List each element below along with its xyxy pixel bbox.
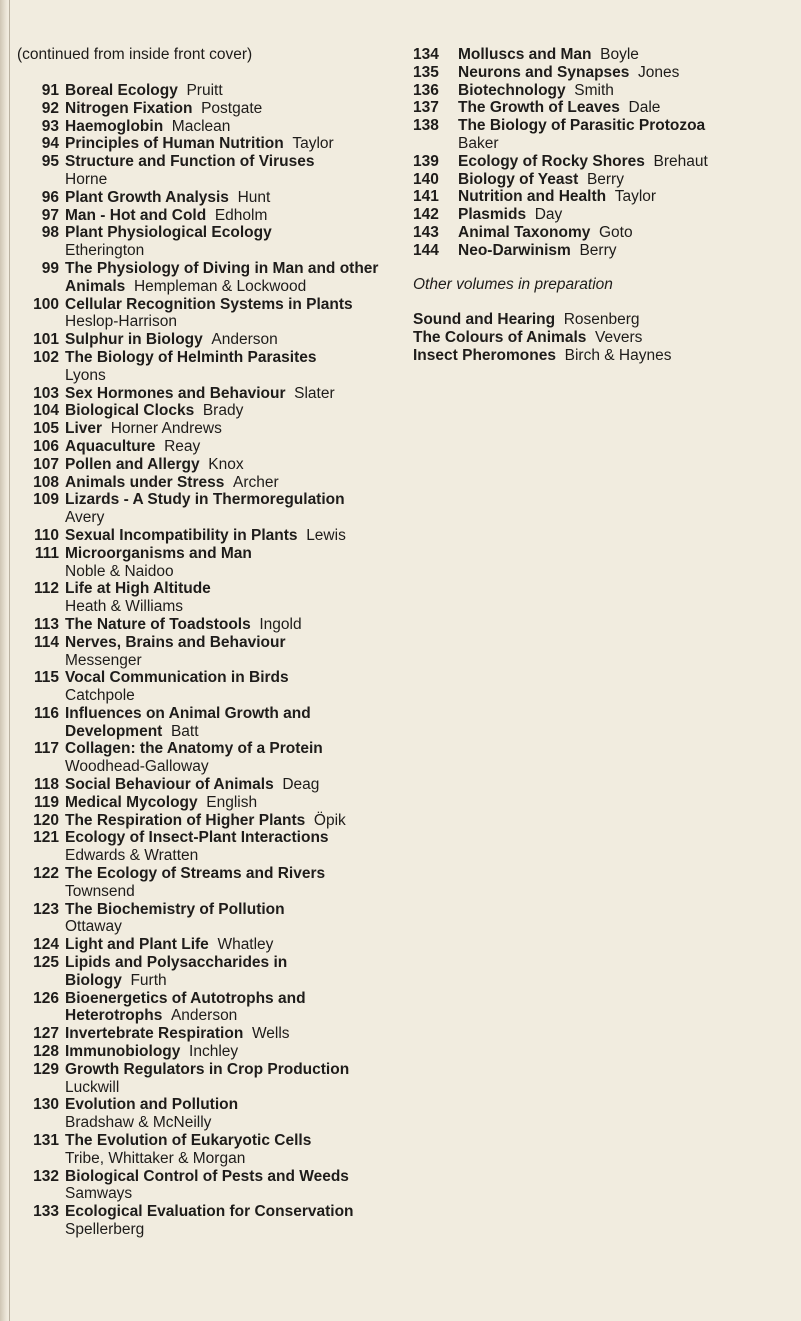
volume-author: Anderson [211, 331, 278, 349]
volume-author: Lyons [65, 366, 106, 384]
page-edge-line [9, 0, 10, 1321]
list-item [21, 385, 401, 403]
list-item [21, 260, 401, 296]
volume-number: 126 [33, 989, 59, 1007]
volume-number: 138 [413, 117, 439, 135]
volume-author: Hunt [237, 188, 271, 206]
volume-author: Boyle [600, 46, 639, 63]
list-item [413, 99, 798, 117]
list-item [21, 224, 401, 260]
list-item [413, 188, 798, 206]
volume-author: Taylor [292, 135, 334, 153]
volume-number: 95 [41, 153, 59, 171]
volume-author: Day [534, 206, 563, 224]
list-item [21, 189, 401, 207]
volume-title: Growth Regulators in Crop Production [65, 1060, 350, 1078]
volume-author: Goto [598, 223, 633, 241]
list-item [21, 545, 401, 581]
volume-author: Whatley [217, 936, 274, 954]
volume-author: Wells [251, 1025, 290, 1043]
list-item [21, 1043, 401, 1061]
volume-title: Animal Taxonomy [458, 223, 591, 241]
volume-number: 117 [33, 740, 59, 758]
volume-number: 94 [41, 135, 59, 153]
page-spine-shadow [0, 0, 8, 1321]
volume-author: Bradshaw & McNeilly [65, 1114, 212, 1132]
volume-title: Liver [65, 420, 103, 438]
list-item [413, 82, 798, 100]
preparation-author: Vevers [595, 329, 643, 347]
list-item [21, 954, 401, 990]
volume-number: 97 [41, 206, 59, 224]
list-item [21, 296, 401, 332]
volume-author: Tribe, Whittaker & Morgan [65, 1149, 246, 1167]
volume-title: Principles of Human Nutrition [65, 135, 284, 153]
volume-number: 91 [41, 82, 59, 99]
volume-title: Cellular Recognition Systems in Plants [65, 295, 353, 313]
volume-author: Pruitt [186, 82, 223, 99]
volume-number: 125 [33, 954, 59, 972]
volume-number: 132 [33, 1167, 59, 1185]
volume-author: Heath & Williams [65, 598, 183, 616]
volume-title: Evolution and Pollution [65, 1096, 239, 1114]
volume-number: 129 [33, 1060, 59, 1078]
volume-title: Medical Mycology [65, 793, 198, 811]
list-item [21, 829, 401, 865]
list-item [413, 242, 798, 260]
list-item [21, 580, 401, 616]
list-item [21, 812, 401, 830]
volume-number: 112 [33, 580, 59, 598]
list-item [21, 153, 401, 189]
volume-title: The Ecology of Streams and Rivers [65, 865, 326, 883]
volume-author: Archer [232, 473, 279, 491]
volume-author: Dale [628, 99, 661, 117]
volume-number: 120 [33, 811, 59, 829]
volume-author: Woodhead-Galloway [65, 758, 209, 776]
volume-title: The Biology of Parasitic Protozoa [458, 117, 706, 135]
volume-number: 122 [33, 865, 59, 883]
list-item [21, 794, 401, 812]
volume-author: Edholm [214, 206, 268, 224]
volume-title: Collagen: the Anatomy of a Protein [65, 740, 323, 758]
list-item [21, 740, 401, 776]
volume-title: Aquaculture [65, 437, 156, 455]
volume-number: 113 [33, 615, 59, 633]
volume-author: Hempleman & Lockwood [133, 277, 307, 295]
volume-title: Microorganisms and Man [65, 544, 252, 562]
volume-title: The Biology of Helminth Parasites [65, 348, 317, 366]
volume-title: The Biochemistry of Pollution [65, 900, 285, 918]
volume-title: The Nature of Toadstools [65, 615, 251, 633]
volume-number: 134 [413, 46, 439, 63]
list-item [21, 705, 401, 741]
preparation-title: The Colours of Animals [413, 329, 587, 347]
volume-number: 119 [33, 793, 59, 811]
volume-author: Brady [202, 402, 244, 420]
list-item [21, 420, 401, 438]
volume-title: Nerves, Brains and Behaviour [65, 633, 286, 651]
volume-title: Biology of Yeast [458, 170, 579, 188]
volume-author: Baker [458, 134, 499, 152]
volume-title: Sulphur in Biology [65, 331, 203, 349]
volume-title: Structure and Function of Viruses [65, 153, 315, 171]
volume-number: 107 [33, 455, 59, 473]
volume-title: The Respiration of Higher Plants [65, 811, 306, 829]
volume-number: 114 [33, 633, 59, 651]
volume-number: 139 [413, 152, 439, 170]
volume-number: 106 [33, 437, 59, 455]
volume-title: Ecology of Rocky Shores [458, 152, 645, 170]
list-item [413, 117, 798, 153]
list-item [21, 1132, 401, 1168]
volume-author: Avery [65, 509, 105, 527]
volume-number: 128 [33, 1043, 59, 1061]
volume-author: Smith [574, 81, 614, 99]
list-item [21, 118, 401, 136]
volume-number: 130 [33, 1096, 59, 1114]
volume-author: Taylor [614, 188, 657, 206]
list-item [413, 46, 798, 64]
volume-author: Horne [65, 170, 108, 188]
volume-number: 115 [33, 669, 59, 687]
volume-title: Nitrogen Fixation [65, 99, 193, 117]
volume-author: Etherington [65, 242, 145, 260]
volume-title: Molluscs and Man [458, 46, 592, 63]
list-item [21, 1203, 401, 1239]
volume-number: 121 [33, 829, 59, 847]
volume-title: Life at High Altitude [65, 580, 211, 598]
volume-title: Man - Hot and Cold [65, 206, 207, 224]
list-item [21, 1025, 401, 1043]
volume-number: 124 [33, 936, 59, 954]
volume-author: Berry [586, 170, 624, 188]
volume-author: Batt [170, 722, 199, 740]
volume-number: 127 [33, 1025, 59, 1043]
preparation-item [413, 311, 798, 329]
list-item [21, 331, 401, 349]
list-item [21, 82, 401, 100]
right-column [413, 46, 798, 365]
volume-number: 93 [41, 117, 59, 135]
volume-title: Immunobiology [65, 1043, 181, 1061]
list-item [21, 901, 401, 937]
volume-title: Biological Control of Pests and Weeds [65, 1167, 349, 1185]
list-item [21, 100, 401, 118]
volume-title: Biotechnology [458, 81, 566, 99]
preparation-author: Birch & Haynes [564, 346, 672, 364]
volume-author: English [206, 793, 258, 811]
volume-number: 136 [413, 81, 439, 99]
volume-title: Vocal Communication in Birds [65, 669, 289, 687]
volume-title: Light and Plant Life [65, 936, 209, 954]
list-item [21, 936, 401, 954]
volume-number: 108 [33, 473, 59, 491]
volume-author: Catchpole [65, 687, 135, 705]
volume-number: 102 [33, 348, 59, 366]
list-item [21, 456, 401, 474]
volume-number: 109 [33, 491, 59, 509]
volume-author: Postgate [201, 99, 263, 117]
volume-number: 140 [413, 170, 439, 188]
volume-title: Plant Physiological Ecology [65, 224, 272, 242]
list-item [21, 616, 401, 634]
preparation-title: Insect Pheromones [413, 346, 556, 364]
list-item [21, 669, 401, 705]
volume-number: 92 [41, 99, 59, 117]
volume-number: 142 [413, 206, 439, 224]
volume-author: Lewis [306, 526, 346, 544]
list-item [21, 491, 401, 527]
volume-title: Neurons and Synapses [458, 63, 630, 81]
volume-number: 133 [33, 1203, 59, 1221]
list-item [21, 990, 401, 1026]
volume-author: Anderson [170, 1007, 238, 1025]
list-item [21, 349, 401, 385]
volume-number: 137 [413, 99, 439, 117]
volume-author: Furth [130, 971, 167, 989]
preparation-item [413, 329, 798, 347]
list-item [21, 1061, 401, 1097]
volume-title: Pollen and Allergy [65, 455, 200, 473]
volume-author: Knox [208, 455, 244, 473]
volume-number: 111 [34, 544, 59, 562]
volume-author: Samways [65, 1185, 133, 1203]
left-column [17, 46, 401, 1239]
volume-author: Ottaway [65, 918, 122, 936]
volume-title: Nutrition and Health [458, 188, 607, 206]
volume-number: 123 [33, 900, 59, 918]
volume-title: The Evolution of Eukaryotic Cells [65, 1132, 312, 1150]
list-item [21, 1096, 401, 1132]
volume-number: 98 [41, 224, 59, 242]
volume-title: Boreal Ecology [65, 82, 178, 99]
continued-header: (continued from inside front cover) [17, 46, 253, 63]
list-item [413, 171, 798, 189]
volume-number: 101 [33, 331, 59, 349]
list-item [21, 1168, 401, 1204]
volume-number: 135 [413, 63, 439, 81]
volume-title: The Growth of Leaves [458, 99, 620, 117]
volume-title: Influences on Animal Growth and Development [65, 704, 311, 740]
volume-author: Öpik [313, 811, 346, 829]
list-item [21, 474, 401, 492]
volume-author: Noble & Naidoo [65, 562, 174, 580]
volume-author: Reay [164, 437, 201, 455]
volume-number: 103 [33, 384, 59, 402]
volume-author: Luckwill [65, 1078, 120, 1096]
list-item [413, 153, 798, 171]
volume-author: Spellerberg [65, 1221, 145, 1238]
volume-number: 141 [413, 188, 439, 206]
volume-title: Ecological Evaluation for Conservation [65, 1203, 354, 1221]
volume-number: 143 [413, 223, 439, 241]
list-item [21, 135, 401, 153]
volume-author: Heslop-Harrison [65, 313, 177, 331]
volume-author: Jones [638, 63, 680, 81]
volume-number: 100 [33, 295, 59, 313]
volume-title: Animals under Stress [65, 473, 225, 491]
list-item [21, 402, 401, 420]
volume-title: Biological Clocks [65, 402, 195, 420]
list-item [413, 224, 798, 242]
volume-number: 116 [33, 704, 59, 722]
volume-title: Plant Growth Analysis [65, 188, 229, 206]
header-gap [21, 64, 401, 82]
volume-author: Berry [579, 241, 617, 259]
volume-author: Messenger [65, 651, 142, 669]
volume-number: 96 [41, 188, 59, 206]
volume-title: Plasmids [458, 206, 527, 224]
volume-title: Invertebrate Respiration [65, 1025, 244, 1043]
volume-title: Social Behaviour of Animals [65, 776, 274, 794]
volume-author: Slater [294, 384, 335, 402]
list-item [21, 527, 401, 545]
list-item [21, 634, 401, 670]
volume-author: Maclean [171, 117, 231, 135]
volume-title: Lizards - A Study in Thermoregulation [65, 491, 345, 509]
volume-number: 118 [33, 776, 59, 794]
preparation-title: Sound and Hearing [413, 311, 556, 329]
list-item [413, 206, 798, 224]
volume-title: Neo-Darwinism [458, 241, 571, 259]
volume-author: Deag [282, 776, 320, 794]
volume-author: Ingold [259, 615, 302, 633]
volume-author: Inchley [189, 1043, 239, 1061]
list-item [413, 64, 798, 82]
volume-title: Bioenergetics of Autotrophs and Heterotrophs [65, 989, 306, 1025]
list-item [21, 207, 401, 225]
volume-title: The Physiology of Diving in Man and other Animals [65, 259, 379, 295]
preparation-author: Rosenberg [563, 311, 640, 329]
volume-number: 144 [413, 241, 439, 259]
volume-author: Brehaut [653, 152, 708, 170]
volume-title: Ecology of Insect-Plant Interactions [65, 829, 329, 847]
volume-title: Lipids and Polysaccharides in Biology [65, 954, 288, 989]
volume-title: Sexual Incompatibility in Plants [65, 526, 298, 544]
volume-title: Sex Hormones and Behaviour [65, 384, 286, 402]
volume-number: 105 [33, 420, 59, 438]
volume-number: 104 [33, 402, 59, 420]
list-item [21, 438, 401, 456]
volume-number: 131 [33, 1132, 59, 1150]
volume-number: 99 [41, 259, 59, 277]
list-item [21, 865, 401, 901]
list-item [21, 776, 401, 794]
other-volumes-heading: Other volumes in preparation [413, 275, 613, 293]
volume-author: Townsend [65, 882, 135, 900]
preparation-item [413, 347, 798, 365]
volume-author: Edwards & Wratten [65, 847, 199, 865]
volume-number: 110 [33, 526, 59, 544]
volume-title: Haemoglobin [65, 117, 164, 135]
volume-author: Horner Andrews [110, 420, 222, 438]
